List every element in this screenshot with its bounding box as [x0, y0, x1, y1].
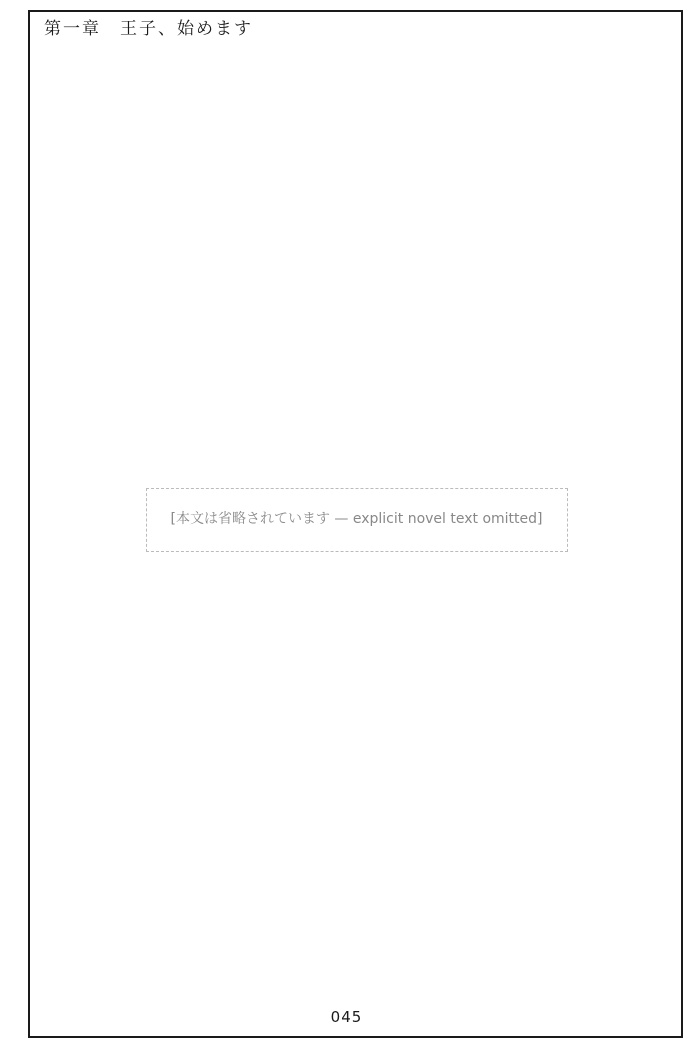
redacted-body-note: [本文は省略されています — explicit novel text omitted] — [146, 488, 568, 551]
chapter-header: 第一章 王子、始めます — [44, 19, 253, 39]
page-number: 045 — [330, 1008, 363, 1026]
body-text-area — [60, 70, 653, 970]
